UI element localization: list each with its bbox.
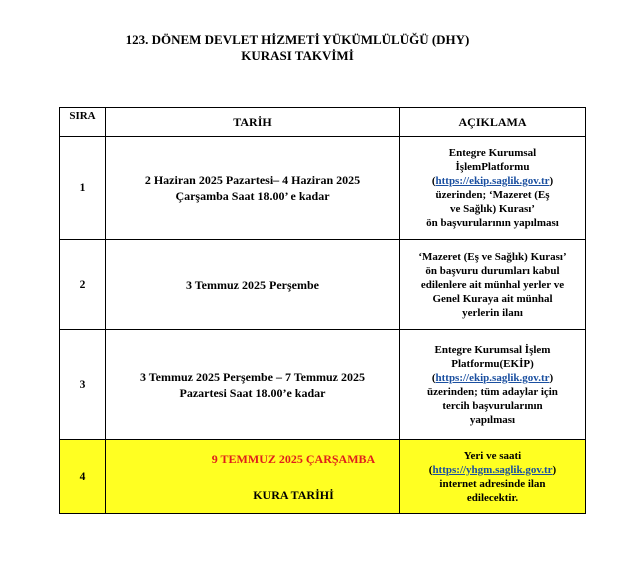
date-line: 3 Temmuz 2025 Perşembe [186, 277, 319, 292]
row-date [106, 137, 400, 240]
yhgm-link[interactable]: https://yhgm.saglik.gov.tr [432, 463, 553, 476]
row-date [106, 440, 400, 514]
row-description [400, 137, 586, 240]
kura-date: 9 TEMMUZ 2025 ÇARŞAMBA [211, 451, 376, 466]
table-row [60, 137, 586, 240]
row-number: 3 [60, 330, 106, 440]
desc-line: Yeri ve saati [463, 449, 522, 462]
date-line: 3 Temmuz 2025 Perşembe – 7 Temmuz 2025 [140, 369, 365, 384]
desc-line: üzerinden; tüm adaylar için [427, 385, 558, 398]
header-sira: SIRA [60, 108, 106, 137]
title-line-2: KURASI TAKVİMİ [241, 48, 354, 63]
table-header-row [60, 108, 586, 137]
kura-label: KURA TARİHİ [253, 487, 334, 502]
ekip-link[interactable]: https://ekip.saglik.gov.tr [435, 371, 550, 384]
desc-line: ön başvurularının yapılması [426, 217, 559, 229]
table-row [60, 240, 586, 330]
date-line: Pazartesi Saat 18.00’e kadar [179, 385, 326, 400]
header-tarih: TARİH [106, 108, 400, 137]
desc-line: Platformu(EKİP) [451, 357, 534, 370]
table-row-highlighted [60, 440, 586, 514]
desc-line: ‘Mazeret (Eş ve Sağlık) Kurası’ [418, 250, 567, 263]
desc-line: Genel Kuraya ait münhal [432, 292, 553, 305]
ekip-link[interactable]: https://ekip.saglik.gov.tr [435, 175, 550, 187]
desc-line: edilecektir. [466, 491, 519, 504]
row-description [400, 240, 586, 330]
document-title [0, 32, 625, 64]
date-line: 2 Haziran 2025 Pazartesi– 4 Haziran 2025 [144, 173, 361, 187]
row-number: 1 [60, 137, 106, 240]
desc-line: yapılması [469, 413, 516, 426]
desc-line: ve Sağlık) Kurası’ [450, 203, 535, 215]
header-aciklama: AÇIKLAMA [400, 108, 586, 137]
date-line: Çarşamba Saat 18.00’ e kadar [175, 189, 330, 203]
desc-line: ön başvuru durumları kabul [425, 264, 560, 277]
row-date [106, 330, 400, 440]
desc-line: edilenlere ait münhal yerler ve [420, 278, 565, 291]
desc-link-line: (https://yhgm.saglik.gov.tr) [428, 463, 557, 476]
desc-line: Entegre Kurumsal İşlem [434, 343, 551, 356]
row-description [400, 440, 586, 514]
row-number: 4 [60, 440, 106, 514]
desc-line: üzerinden; ‘Mazeret (Eş [435, 189, 550, 201]
desc-line: yerlerin ilanı [462, 306, 523, 319]
title-line-1: 123. DÖNEM DEVLET HİZMETİ YÜKÜMLÜLÜĞÜ (DHY) [125, 32, 470, 47]
row-number: 2 [60, 240, 106, 330]
desc-line: tercih başvurularının [442, 399, 543, 412]
schedule-table [59, 107, 586, 514]
desc-line: İşlemPlatformu [455, 161, 530, 173]
row-date [106, 240, 400, 330]
desc-link-line: (https://ekip.saglik.gov.tr) [431, 175, 554, 187]
row-description [400, 330, 586, 440]
desc-link-line: (https://ekip.saglik.gov.tr) [431, 371, 554, 384]
desc-line: internet adresinde ilan [439, 477, 546, 490]
table-row [60, 330, 586, 440]
desc-line: Entegre Kurumsal [448, 147, 537, 159]
